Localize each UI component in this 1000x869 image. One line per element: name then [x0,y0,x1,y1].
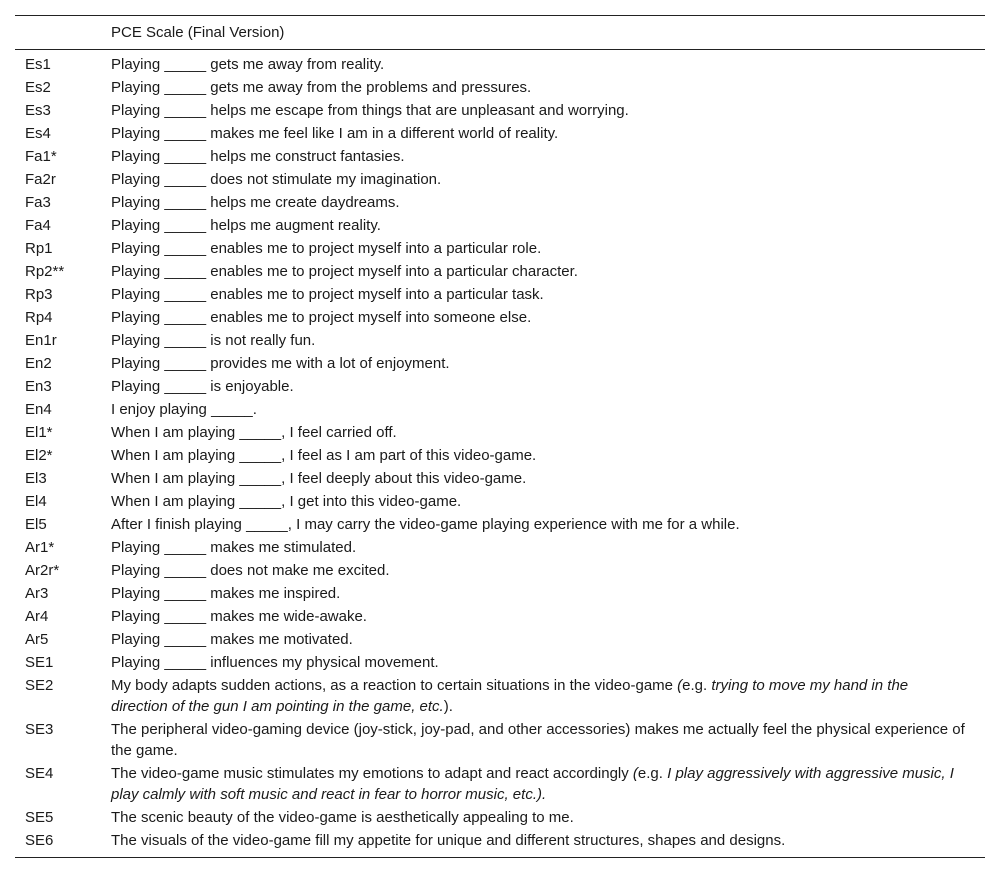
item-statement [111,627,985,650]
item-code: Rp2** [25,263,65,280]
item-statement [111,144,985,167]
item-code: SE1 [25,654,54,671]
table-row [15,397,985,420]
table-row [15,121,985,144]
table-row [15,512,985,535]
item-text: When I am playing _____, I feel deeply about this video-game. [111,470,527,487]
item-code: Rp3 [25,286,53,303]
table-row [15,282,985,305]
item-code: Fa1* [25,148,57,165]
item-statement [111,828,985,858]
item-statement [111,75,985,98]
item-statement [111,420,985,443]
item-text: Playing _____ enables me to project myself into a particular character. [111,263,578,280]
item-text: Playing _____ makes me feel like I am in a different world of reality. [111,125,559,142]
item-text: Playing _____ is not really fun. [111,332,316,349]
item-statement [111,374,985,397]
item-code: Rp4 [25,309,53,326]
table-row [15,190,985,213]
item-text: Playing _____ does not make me excited. [111,562,390,579]
item-text: My body adapts sudden actions, as a reaction to certain situations in the video-game [111,677,678,694]
table-row [15,374,985,397]
header-title-cell: PCE Scale (Final Version) [111,24,285,41]
table-row [15,535,985,558]
item-code: El3 [25,470,47,487]
table-row [15,761,985,805]
item-text: Playing _____ enables me to project myself into a particular role. [111,240,542,257]
item-code: Fa4 [25,217,51,234]
table-row [15,443,985,466]
item-code: Rp1 [25,240,53,257]
item-code: En4 [25,401,52,418]
item-text: Playing _____ helps me augment reality. [111,217,381,234]
item-text: Playing _____ provides me with a lot of enjoyment. [111,355,450,372]
item-statement [111,351,985,374]
table-header-row [15,16,985,50]
pce-scale-table-container [15,15,985,858]
item-statement [111,581,985,604]
item-statement [111,397,985,420]
item-text: e.g. [637,765,668,782]
item-statement [111,650,985,673]
item-text: When I am playing _____, I feel as I am part of this video-game. [111,447,537,464]
table-row [15,98,985,121]
item-text: The scenic beauty of the video-game is aesthetically appealing to me. [111,809,574,826]
item-code: Ar5 [25,631,49,648]
item-text-italic: ( [632,765,638,782]
item-statement [111,305,985,328]
item-statement [111,604,985,627]
item-statement [111,50,985,76]
table-row [15,75,985,98]
item-code: En3 [25,378,52,395]
header-code-cell [15,16,111,50]
item-code: SE3 [25,721,54,738]
item-text: Playing _____ enables me to project myself into a particular task. [111,286,544,303]
table-row [15,259,985,282]
item-statement [111,443,985,466]
table-row [15,717,985,761]
item-statement [111,259,985,282]
table-row [15,581,985,604]
item-statement [111,121,985,144]
item-code: El2* [25,447,53,464]
item-text: Playing _____ helps me create daydreams. [111,194,400,211]
item-statement [111,98,985,121]
table-row [15,828,985,858]
item-code: El1* [25,424,53,441]
item-text: Playing _____ is enjoyable. [111,378,294,395]
item-statement [111,282,985,305]
item-text: e.g. [682,677,712,694]
item-text: Playing _____ enables me to project myself into someone else. [111,309,532,326]
item-text: After I finish playing _____, I may carry the video-game playing experience with me for a while. [111,516,740,533]
item-text: Playing _____ does not stimulate my imagination. [111,171,442,188]
item-code: Ar3 [25,585,49,602]
table-row [15,420,985,443]
item-text: Playing _____ makes me stimulated. [111,539,357,556]
item-text-italic: trying to move my hand in the direction of the gun I am pointing in the game, etc. [111,677,909,715]
item-statement [111,190,985,213]
item-text: The visuals of the video-game fill my appetite for unique and different structures, shapes and designs. [111,832,786,849]
table-row [15,351,985,374]
item-text: Playing _____ gets me away from the problems and pressures. [111,79,532,96]
item-text-italic: ( [677,677,683,694]
item-text: Playing _____ makes me inspired. [111,585,341,602]
item-text: When I am playing _____, I feel carried off. [111,424,397,441]
item-code: Ar4 [25,608,49,625]
item-statement [111,717,985,761]
item-text: Playing _____ gets me away from reality. [111,56,385,73]
item-statement [111,512,985,535]
item-text: When I am playing _____, I get into this video-game. [111,493,462,510]
table-row [15,805,985,828]
item-code: En2 [25,355,52,372]
table-row [15,466,985,489]
item-code: En1r [25,332,57,349]
item-statement [111,489,985,512]
item-text: Playing _____ helps me construct fantasies. [111,148,405,165]
item-text: Playing _____ makes me wide-awake. [111,608,367,625]
table-row [15,305,985,328]
item-statement [111,466,985,489]
item-statement [111,673,985,717]
item-code: El5 [25,516,47,533]
item-code: Ar1* [25,539,55,556]
table-row [15,673,985,717]
item-statement [111,328,985,351]
item-statement [111,213,985,236]
table-row [15,213,985,236]
item-code: SE4 [25,765,54,782]
item-code: Es4 [25,125,51,142]
item-code: Fa2r [25,171,56,188]
table-body [15,50,985,858]
table-row [15,627,985,650]
item-text: The video-game music stimulates my emotions to adapt and react accordingly [111,765,633,782]
item-statement [111,535,985,558]
table-row [15,50,985,76]
table-row [15,650,985,673]
item-text: ). [443,698,453,715]
item-text: Playing _____ helps me escape from things that are unpleasant and worrying. [111,102,629,119]
item-code: El4 [25,493,47,510]
table-row [15,489,985,512]
item-statement [111,236,985,259]
table-row [15,144,985,167]
item-text: Playing _____ makes me motivated. [111,631,353,648]
item-code: Es2 [25,79,51,96]
item-code: SE6 [15,828,111,858]
table-row [15,558,985,581]
item-code: Es3 [25,102,51,119]
item-statement [111,558,985,581]
item-code: SE5 [25,809,54,826]
item-text: The peripheral video-gaming device (joy-stick, joy-pad, and other accessories) makes me actually feel the physical experience of the game. [111,721,965,759]
item-text: Playing _____ influences my physical movement. [111,654,439,671]
item-code: Ar2r* [25,562,60,579]
table-row [15,328,985,351]
item-statement [111,167,985,190]
item-text-italic: I play aggressively with aggressive music, I play calmly with soft music and react in fear to horror music, etc.). [111,765,954,803]
item-code: SE2 [25,677,54,694]
item-statement [111,805,985,828]
table-row [15,604,985,627]
item-code: Fa3 [25,194,51,211]
item-statement [111,761,985,805]
item-code: Es1 [25,56,51,73]
table-row [15,167,985,190]
table-row [15,236,985,259]
pce-scale-table [15,15,985,858]
item-text: I enjoy playing _____. [111,401,257,418]
